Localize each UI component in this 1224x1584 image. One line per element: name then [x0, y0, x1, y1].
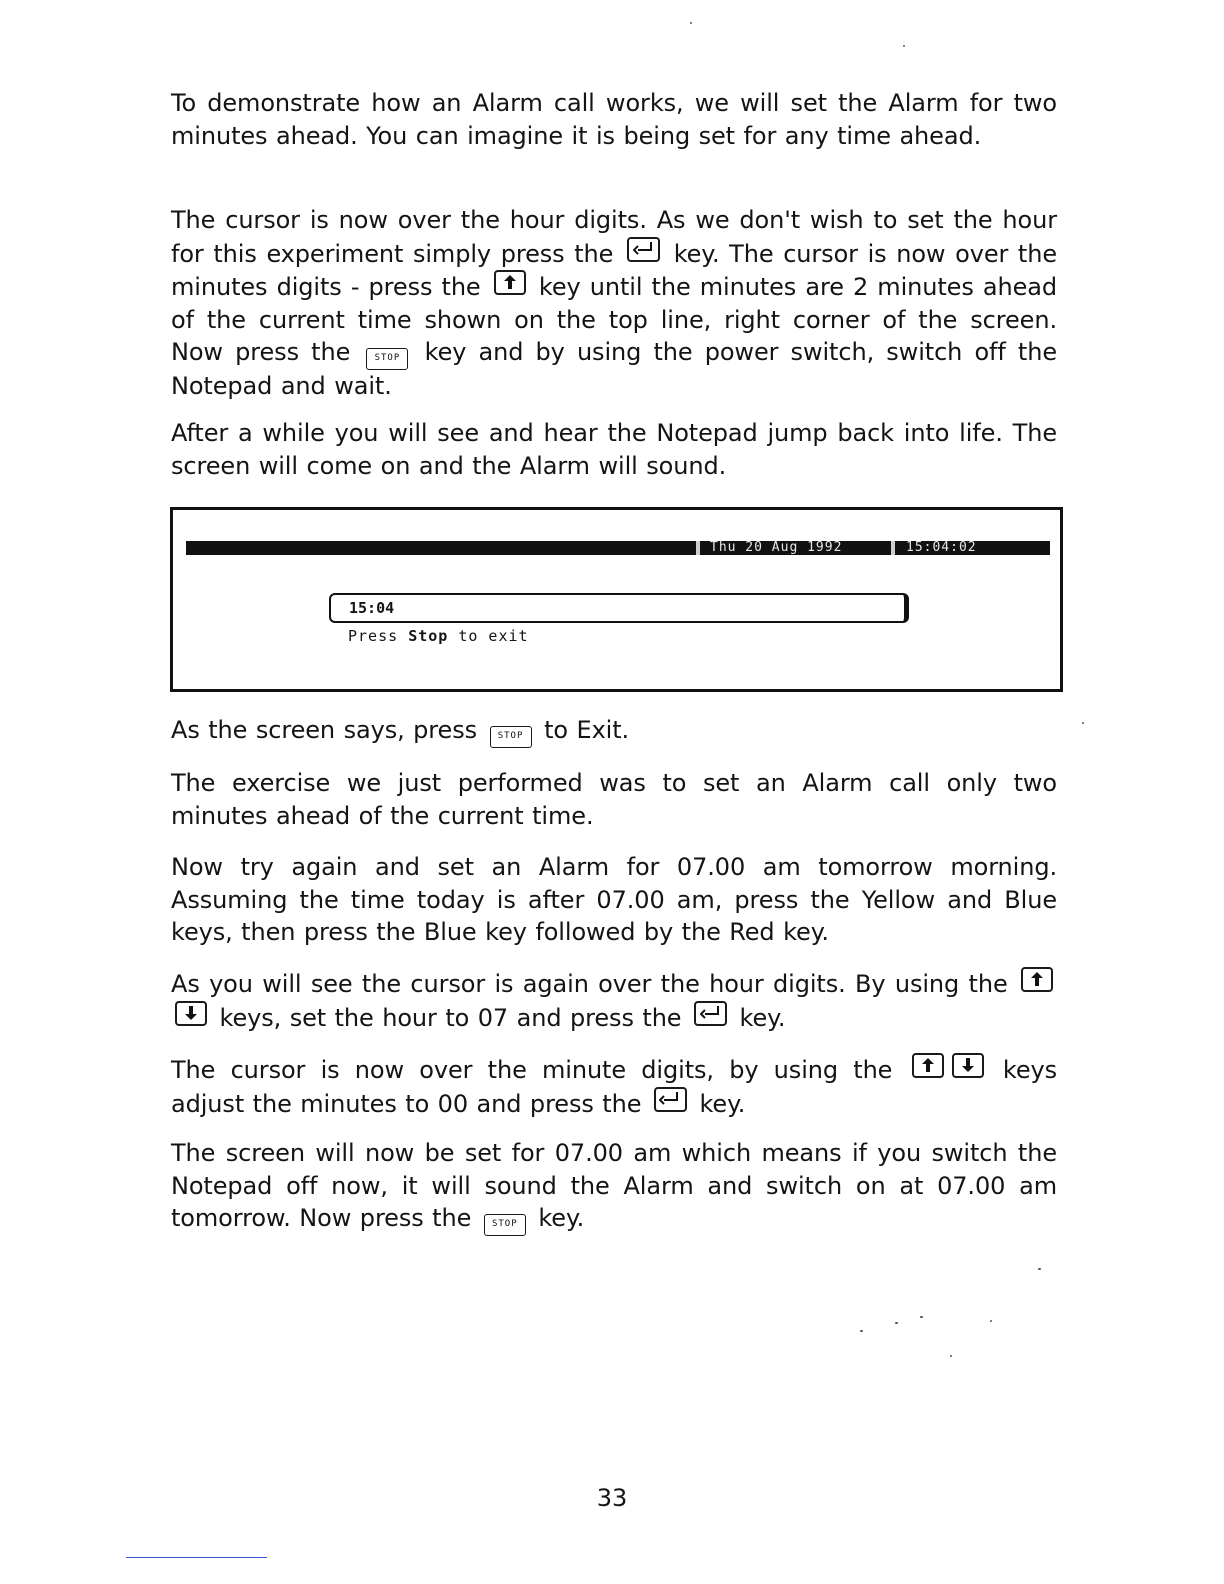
- paragraph-intro-text: To demonstrate how an Alarm call works, we will set the Alarm for two minutes ahead. You can imagine it is being set for any time ahead.: [171, 89, 1057, 150]
- scan-speck: [990, 1320, 992, 1322]
- paragraph-text: key.: [699, 1089, 746, 1118]
- scan-speck: [1038, 1268, 1041, 1270]
- exit-hint: [348, 627, 529, 645]
- up-arrow-key-icon: [1021, 967, 1053, 992]
- paragraph-try-again: [171, 851, 1057, 949]
- paragraph-text: The exercise we just performed was to set an Alarm call only two minutes ahead of the current time.: [171, 769, 1057, 830]
- stop-key-icon: STOP: [484, 1214, 526, 1236]
- up-arrow-key-icon: [912, 1053, 944, 1078]
- hint-stop-key: Stop: [408, 627, 449, 645]
- paragraph-exercise: [171, 767, 1057, 832]
- paragraph-text: key.: [739, 1003, 786, 1032]
- paragraph-text: As you will see the cursor is again over the hour digits. By using the: [171, 970, 1008, 998]
- scan-speck: [860, 1330, 863, 1332]
- paragraph-cursor-hour: [171, 204, 1057, 403]
- paragraph-text: to Exit.: [544, 716, 630, 744]
- scan-speck: [920, 1316, 923, 1318]
- paragraph-intro: [171, 87, 1057, 152]
- paragraph-text: key.: [538, 1204, 585, 1232]
- paragraph-minute-digits: [171, 1053, 1057, 1120]
- status-bar: [186, 541, 1050, 555]
- alarm-time-value: 15:04: [349, 599, 395, 617]
- paragraph-text: The cursor is now over the minute digits, by using the: [171, 1056, 893, 1084]
- hint-text: to exit: [458, 627, 529, 645]
- status-separator: [696, 541, 700, 555]
- notepad-screen-figure: [170, 507, 1063, 692]
- paragraph-text: key. The cursor is now over the minutes digits - press the: [171, 239, 1058, 301]
- status-time: 15:04:02: [906, 540, 977, 555]
- status-separator: [891, 541, 895, 555]
- stop-key-icon: STOP: [490, 726, 532, 748]
- up-arrow-key-icon: [494, 270, 526, 295]
- scan-speck: [690, 22, 692, 24]
- paragraph-press-stop: [171, 714, 1057, 748]
- page-number: 33: [596, 1484, 628, 1512]
- paragraph-text: keys adjust the minutes to 00 and press the: [171, 1056, 1058, 1118]
- scan-speck: [950, 1355, 952, 1357]
- paragraph-text: After a while you will see and hear the Notepad jump back into life. The screen will come on and the Alarm will sound.: [171, 419, 1057, 480]
- alarm-time-field[interactable]: [329, 593, 909, 623]
- scan-speck: [1082, 722, 1084, 724]
- paragraph-text: The cursor is now over the hour digits. As we don't wish to set the hour for this experiment simply press the: [171, 206, 1057, 268]
- enter-key-icon: [654, 1087, 687, 1112]
- paragraph-text: key until the minutes are 2 minutes ahead of the current time shown on the top line, right corner of the screen. Now press the: [171, 273, 1058, 366]
- paragraph-set-for-0700: [171, 1137, 1057, 1236]
- paragraph-alarm-sounds: [171, 417, 1057, 482]
- scan-edge-line: [126, 1557, 267, 1558]
- paragraph-hour-digits: [171, 967, 1057, 1034]
- stop-key-icon: STOP: [366, 348, 408, 370]
- paragraph-text: As the screen says, press: [171, 716, 478, 744]
- status-date: Thu 20 Aug 1992: [710, 540, 843, 555]
- down-arrow-key-icon: [175, 1001, 207, 1026]
- scan-speck: [903, 45, 905, 47]
- paragraph-text: Now try again and set an Alarm for 07.00 am tomorrow morning. Assuming the time today is after 07.00 am, press the Yellow and Blue keys, then press the Blue key followed by the Red key.: [171, 853, 1057, 946]
- hint-text: Press: [348, 627, 399, 645]
- paragraph-text: The screen will now be set for 07.00 am which means if you switch the Notepad off now, it will sound the Alarm and switch on at 07.00 am tomorrow. Now press the: [171, 1139, 1057, 1232]
- paragraph-text: keys, set the hour to 07 and press the: [219, 1003, 682, 1032]
- down-arrow-key-icon: [952, 1053, 984, 1078]
- paragraph-text: key and by using the power switch, switch off the Notepad and wait.: [171, 338, 1058, 400]
- enter-key-icon: [627, 237, 660, 262]
- enter-key-icon: [694, 1001, 727, 1026]
- scan-speck: [895, 1322, 898, 1324]
